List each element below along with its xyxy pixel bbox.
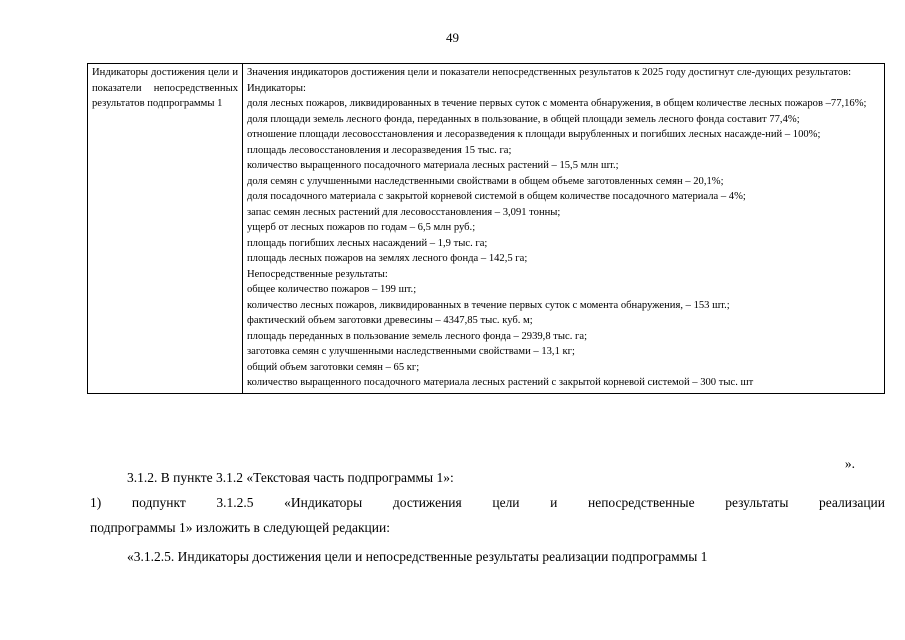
paragraph-new-section-title: «3.1.2.5. Индикаторы достижения цели и непосредственные результаты реализации подпрограммы 1 <box>127 549 708 564</box>
table-content-cell <box>243 64 885 394</box>
table-line: площадь переданных в пользование земель лесного фонда – 2939,8 тыс. га; <box>247 330 588 342</box>
table-line: количество выращенного посадочного материала лесных растений с закрытой корневой системой – 300 тыс. шт <box>247 377 754 388</box>
table-line: Непосредственные результаты: <box>247 268 388 280</box>
table-line: площадь лесовосстановления и лесоразведения 15 тыс. га; <box>247 144 512 156</box>
table-line: площадь лесных пожаров на землях лесного фонда – 142,5 га; <box>247 253 528 264</box>
table-line: количество лесных пожаров, ликвидированных в течение первых суток с момента обнаружения, – 153 шт.; <box>247 299 730 311</box>
indicators-table <box>87 63 885 394</box>
table-line: доля семян с улучшенными наследственными свойствами в общем объеме заготовленных семян – 20,1%; <box>247 175 724 187</box>
table-line: доля посадочного материала с закрытой корневой системой в общем количестве посадочного материала – 4%; <box>247 191 746 202</box>
page-number: 49 <box>446 30 459 45</box>
paragraph-subpoint: 1) подпункт 3.1.2.5 «Индикаторы достижения цели и непосредственные результаты реализации <box>90 495 885 510</box>
table-label-cell: Индикаторы достижения цели и показатели непосредственных результатов подпрограммы 1 <box>88 64 243 394</box>
table-row <box>88 64 885 394</box>
table-line: фактический объем заготовки древесины – 4347,85 тыс. куб. м; <box>247 315 533 326</box>
table-line: площадь погибших лесных насаждений – 1,9 тыс. га; <box>247 237 488 249</box>
table-line: Значения индикаторов достижения цели и показатели непосредственных результатов к 2025 году достигнут сле-дующих результатов: <box>247 67 852 78</box>
table-line: запас семян лесных растений для лесовосстановления – 3,091 тонны; <box>247 206 561 218</box>
table-line: доля лесных пожаров, ликвидированных в течение первых суток с момента обнаружения, в общем количестве лесных пожаров –77,16%; <box>247 98 867 109</box>
table-line: общий объем заготовки семян – 65 кг; <box>247 361 420 373</box>
table-line: отношение площади лесовосстановления и лесоразведения к площади вырубленных и погибших лесных насажде-ний – 100%; <box>247 129 821 140</box>
table-line: количество выращенного посадочного материала лесных растений – 15,5 млн шт.; <box>247 160 619 171</box>
table-line: заготовка семян с улучшенными наследственными свойствами – 13,1 кг; <box>247 346 575 357</box>
table-line: общее количество пожаров – 199 шт.; <box>247 284 417 295</box>
closing-quote: ». <box>844 456 855 471</box>
table-line: доля площади земель лесного фонда, переданных в пользование, в общей площади земель лесного фонда составит 77,4%; <box>247 113 800 125</box>
paragraph-section-heading: 3.1.2. В пункте 3.1.2 «Текстовая часть подпрограммы 1»: <box>127 470 454 485</box>
table-line: Индикаторы: <box>247 82 306 94</box>
table-line: ущерб от лесных пожаров по годам – 6,5 млн руб.; <box>247 222 476 233</box>
paragraph-subpoint-continuation: подпрограммы 1» изложить в следующей редакции: <box>90 520 390 535</box>
